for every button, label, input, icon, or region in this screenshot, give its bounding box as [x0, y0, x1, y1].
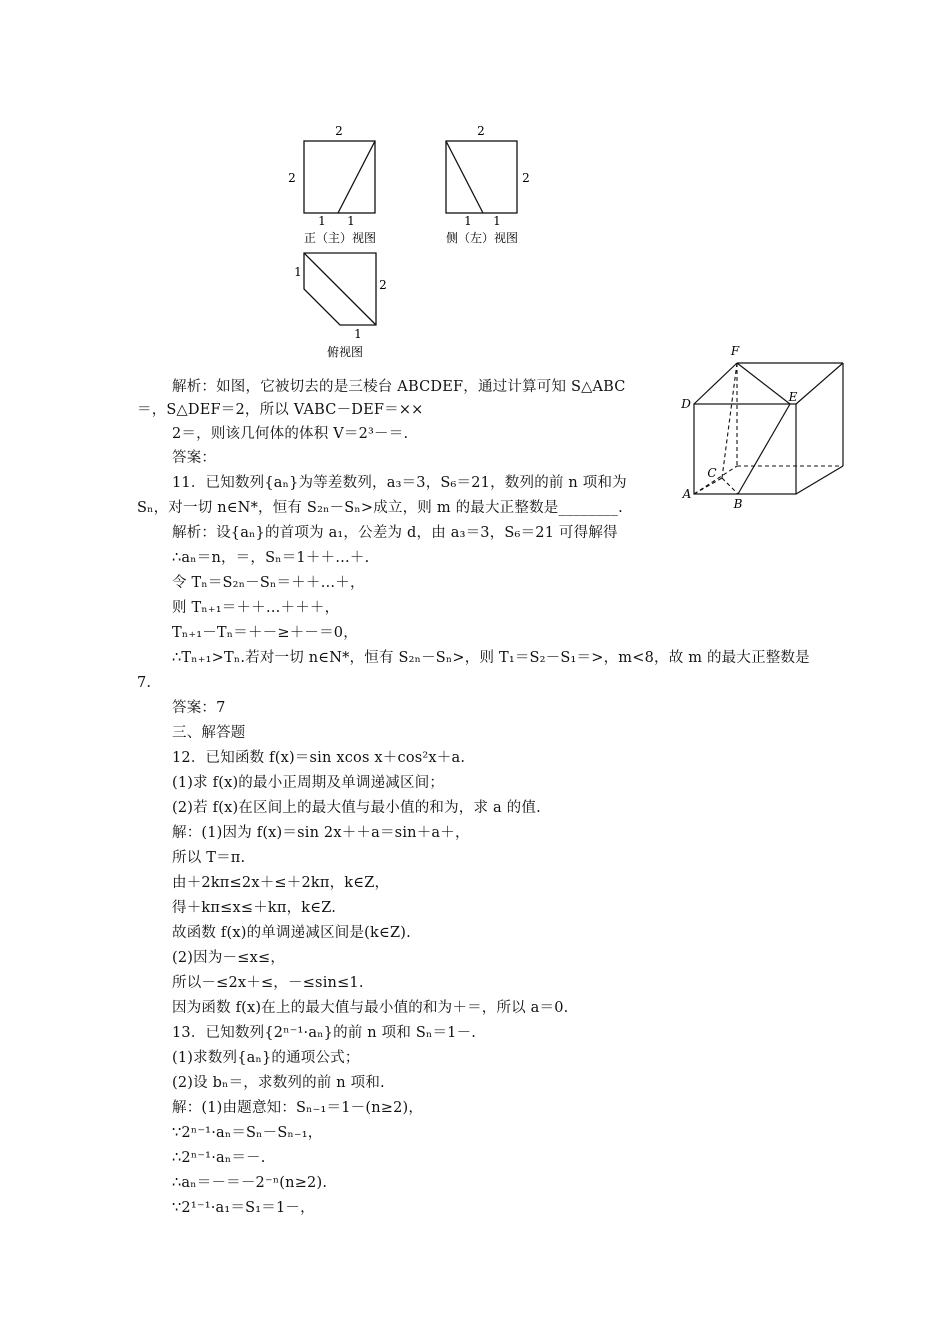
side-bottom-left-label: 1 [464, 214, 472, 228]
cube-figure [680, 340, 860, 520]
top-bottom-label: 1 [354, 327, 362, 341]
text-line: 所以－≤2x＋≤，－≤sin≤1. [172, 975, 364, 991]
text-line: (2)因为－≤x≤， [172, 950, 286, 966]
side-bottom-right-label: 1 [493, 214, 501, 228]
top-right-label: 2 [379, 278, 387, 292]
cube-label-e: E [788, 390, 798, 404]
text-line: ∴aₙ＝n，＝，Sₙ＝1＋＋…＋. [172, 550, 370, 566]
text-line: ∴Tₙ₊₁>Tₙ.若对一切 n∈N*，恒有 S₂ₙ－Sₙ>，则 T₁＝S₂－S₁＝>，m<8，故 m 的最大正整数是 [172, 650, 810, 666]
top-left-label: 1 [294, 265, 302, 279]
front-bottom-right-label: 1 [347, 214, 355, 228]
text-line: 7. [137, 675, 152, 691]
side-view-caption: 侧（左）视图 [445, 231, 519, 245]
text-line: (2)设 bₙ＝，求数列的前 n 项和. [172, 1075, 385, 1091]
text-line: 11．已知数列{aₙ}为等差数列，a₃＝3，S₆＝21，数列的前 n 项和为 [172, 475, 627, 491]
top-view-figure [290, 245, 390, 360]
top-view-caption: 俯视图 [326, 345, 364, 359]
cube-label-f: F [730, 344, 740, 358]
front-bottom-left-label: 1 [318, 214, 326, 228]
text-line: 解：(1)因为 f(x)＝sin 2x＋＋a＝sin＋a＋， [172, 825, 470, 841]
text-line: Sₙ，对一切 n∈N*，恒有 S₂ₙ－Sₙ>成立，则 m 的最大正整数是________. [137, 500, 623, 516]
text-line: 由＋2kπ≤2x＋≤＋2kπ，k∈Z， [172, 875, 390, 891]
text-line: 令 Tₙ＝S₂ₙ－Sₙ＝＋＋…＋， [172, 575, 365, 591]
text-line: 2＝，则该几何体的体积 V＝2³－＝. [172, 426, 409, 442]
front-view-caption: 正（主）视图 [303, 231, 377, 245]
side-top-label: 2 [477, 124, 485, 138]
text-line: 答案：7 [172, 700, 226, 716]
front-left-label: 2 [288, 171, 296, 185]
text-line: (1)求 f(x)的最小正周期及单调递减区间； [172, 775, 445, 791]
text-line: ∴2ⁿ⁻¹·aₙ＝－. [172, 1150, 266, 1166]
text-line: 所以 T＝π. [172, 850, 246, 866]
side-right-label: 2 [522, 171, 530, 185]
text-line: (1)求数列{aₙ}的通项公式； [172, 1050, 360, 1066]
text-line: ∵2ⁿ⁻¹·aₙ＝Sₙ－Sₙ₋₁， [172, 1125, 323, 1141]
cube-label-a: A [682, 487, 692, 501]
text-line: 答案： [172, 450, 217, 466]
text-line: 则 Tₙ₊₁＝＋＋…＋＋＋， [172, 600, 340, 616]
front-top-label: 2 [335, 124, 343, 138]
text-line: (2)若 f(x)在区间上的最大值与最小值的和为，求 a 的值. [172, 800, 541, 816]
text-line: ＝，S△DEF＝2，所以 VABC－DEF＝×× [137, 402, 424, 418]
text-line: 解：(1)由题意知：Sₙ₋₁＝1－(n≥2)， [172, 1100, 424, 1116]
text-line: 13．已知数列{2ⁿ⁻¹·aₙ}的前 n 项和 Sₙ＝1－. [172, 1025, 477, 1041]
text-line: Tₙ₊₁－Tₙ＝＋－≥＋－＝0， [172, 625, 358, 641]
text-line: ∵2¹⁻¹·a₁＝S₁＝1－， [172, 1200, 315, 1216]
text-line: 故函数 f(x)的单调递减区间是(k∈Z). [172, 925, 411, 941]
text-line: 因为函数 f(x)在上的最大值与最小值的和为＋＝，所以 a＝0. [172, 1000, 569, 1016]
text-line: 12．已知函数 f(x)＝sin xcos x＋cos²x＋a. [172, 750, 466, 766]
front-view-figure [280, 120, 390, 250]
text-line: 解析：设{aₙ}的首项为 a₁，公差为 d，由 a₃＝3，S₆＝21 可得解得 [172, 525, 618, 541]
cube-label-c: C [707, 466, 717, 480]
text-line: 得＋kπ≤x≤＋kπ，k∈Z. [172, 900, 337, 916]
cube-label-d: D [681, 397, 691, 411]
section-heading: 三、解答题 [172, 725, 246, 741]
text-line: ∴aₙ＝－＝－2⁻ⁿ(n≥2). [172, 1175, 328, 1191]
side-view-figure [430, 120, 540, 250]
text-line: 解析：如图，它被切去的是三棱台 ABCDEF，通过计算可知 S△ABC [172, 379, 626, 395]
cube-label-b: B [733, 497, 743, 511]
